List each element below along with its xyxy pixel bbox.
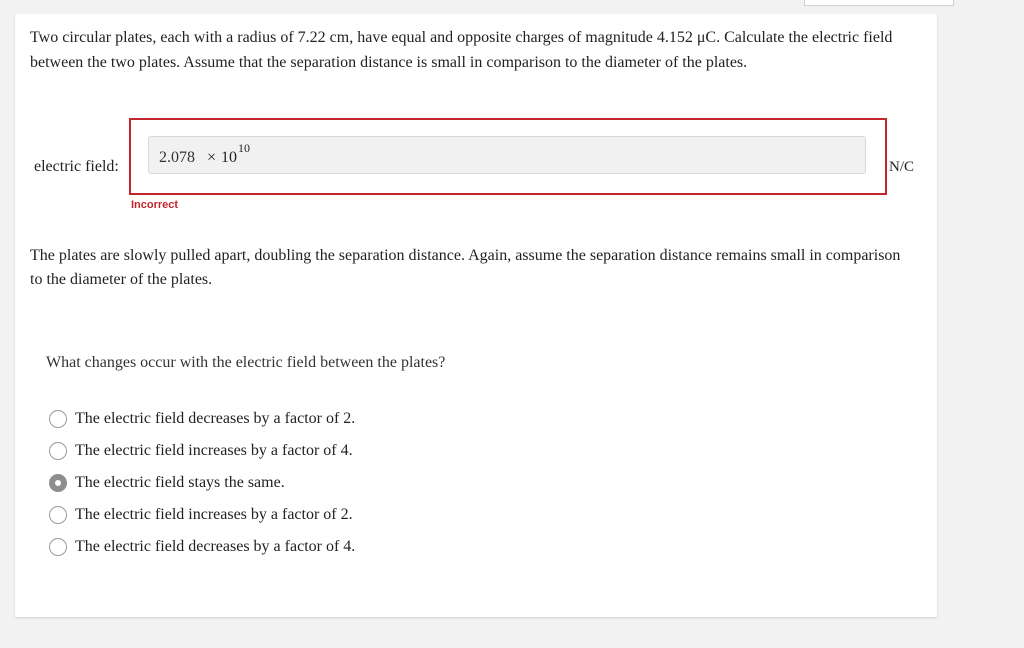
incorrect-status: Incorrect [131,199,179,211]
option-label[interactable]: The electric field stays the same. [75,474,285,491]
option-label[interactable]: The electric field increases by a factor of 4. [75,442,353,459]
exponent-power: 10 [238,141,250,155]
followup-text: The plates are slowly pulled apart, doubling the separation distance. Again, assume the separation distance remains small in comparison to the diameter of the plates. [30,247,901,288]
unit-label: N/C [889,159,915,175]
multiple-choice-question: What changes occur with the electric field between the plates? [46,354,446,371]
exponent-base: 10 [221,149,237,166]
radio-button[interactable] [49,506,67,524]
top-panel-edge [804,0,954,6]
question-text: Two circular plates, each with a radius of 7.22 cm, have equal and opposite charges of magnitude 4.152 μC. Calculate the electric field between the two plates. Assume that the separation distance is small in comparison to the diameter of the plates. [30,29,893,71]
radio-button[interactable] [49,474,67,492]
answer-value: 2.078 [159,149,195,166]
electric-field-input[interactable] [148,136,866,174]
option-label[interactable]: The electric field decreases by a factor of 2. [75,410,356,427]
electric-field-label: electric field: [34,158,119,175]
radio-button[interactable] [49,538,67,556]
times-sign: × [207,149,217,166]
answer-frame [129,118,887,195]
option-label[interactable]: The electric field increases by a factor of 2. [75,506,353,523]
radio-button[interactable] [49,442,67,460]
question-card [15,14,937,617]
radio-button[interactable] [49,410,67,428]
option-label[interactable]: The electric field decreases by a factor of 4. [75,538,356,555]
